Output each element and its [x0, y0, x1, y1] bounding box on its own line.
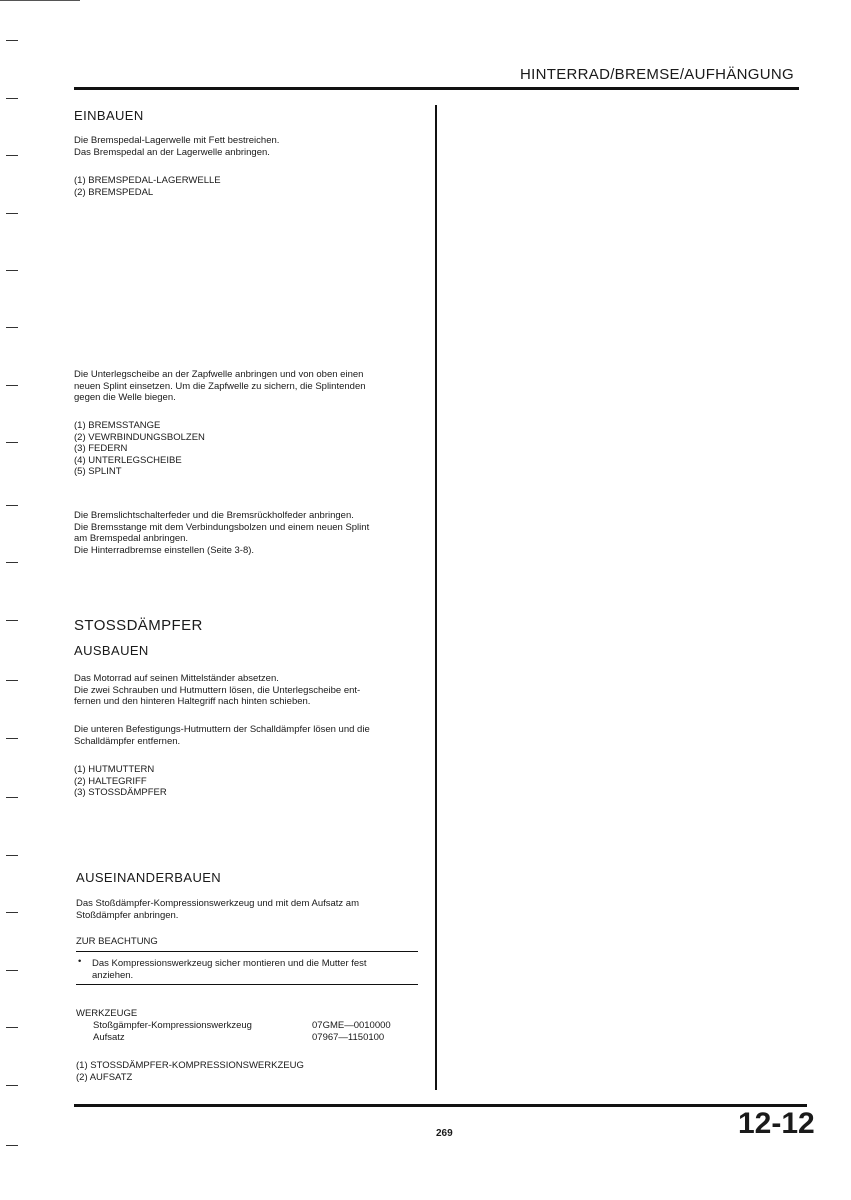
column-divider: [435, 105, 437, 1090]
binding-mark: [6, 1027, 18, 1028]
binding-mark: [6, 855, 18, 856]
list-item: (1) BREMSSTANGE: [74, 420, 161, 431]
binding-mark: [6, 970, 18, 971]
binding-mark: [6, 40, 18, 41]
auseinanderbauen-heading: AUSEINANDERBAUEN: [76, 870, 222, 885]
list-item: (4) UNTERLEGSCHEIBE: [74, 454, 182, 466]
text-line: Stoßdämpfer anbringen.: [76, 909, 179, 921]
note-top-rule: [76, 951, 418, 952]
list-item: (2) BREMSPEDAL: [74, 186, 154, 198]
ausbauen-labels: [74, 764, 167, 799]
footer-rule: [74, 1104, 807, 1107]
text-line: Das Kompressionswerkzeug sicher montieren und die Mutter fest: [92, 958, 367, 969]
list-item: (2) VEWRBINDUNGSBOLZEN: [74, 431, 205, 443]
einbauen-labels-1: [74, 175, 221, 198]
text-line: anziehen.: [92, 969, 134, 981]
binding-mark: [6, 213, 18, 214]
text-line: Das Bremspedal an der Lagerwelle anbringen.: [74, 146, 270, 158]
binding-mark: [6, 562, 18, 563]
list-item: (5) SPLINT: [74, 466, 122, 477]
note-text: [92, 958, 422, 981]
einbauen-paragraph-2: [74, 369, 429, 404]
binding-mark: [6, 912, 18, 913]
section-number: 12-12: [738, 1107, 815, 1140]
text-line: gegen die Welle biegen.: [74, 392, 176, 403]
scan-edge: [0, 0, 80, 1]
list-item: (1) HUTMUTTERN: [74, 764, 155, 775]
text-line: Die unteren Befestigungs-Hutmuttern der Schalldämpfer lösen und die: [74, 724, 370, 735]
binding-mark: [6, 1145, 18, 1146]
text-line: am Bremspedal anbringen.: [74, 533, 189, 544]
list-item: (1) BREMSPEDAL-LAGERWELLE: [74, 175, 221, 186]
text-line: Die Bremsstange mit dem Verbindungsbolzen und einem neuen Splint: [74, 521, 370, 533]
note-bullet: •: [78, 956, 82, 967]
page-number: 269: [436, 1128, 453, 1139]
binding-mark: [6, 270, 18, 271]
text-line: fernen und den hinteren Haltegriff nach hinten schieben.: [74, 696, 311, 707]
list-item: (2) HALTEGRIFF: [74, 775, 147, 787]
binding-mark: [6, 680, 18, 681]
list-item: (3) STOSSDÄMPFER: [74, 787, 167, 798]
einbauen-paragraph-3: [74, 510, 429, 556]
tools-title: WERKZEUGE: [76, 1008, 138, 1019]
auseinanderbauen-labels: [76, 1060, 304, 1083]
list-item: (1) STOSSDÄMPFER-KOMPRESSIONSWERKZEUG: [76, 1060, 304, 1071]
binding-mark: [6, 797, 18, 798]
text-line: Die Unterlegscheibe an der Zapfwelle anbringen und von oben einen: [74, 369, 364, 380]
text-line: Das Stoßdämpfer-Kompressionswerkzeug und mit dem Aufsatz am: [76, 898, 360, 909]
ausbauen-paragraph-1: [74, 673, 429, 708]
binding-mark: [6, 385, 18, 386]
text-line: neuen Splint einsetzen. Um die Zapfwelle zu sichern, die Splintenden: [74, 380, 366, 392]
tool-code: 07GME—0010000: [312, 1020, 391, 1031]
text-line: Das Motorrad auf seinen Mittelständer absetzen.: [74, 673, 279, 684]
tool-code: 07967—1150100: [312, 1032, 385, 1043]
ausbauen-paragraph-2: [74, 724, 429, 747]
stossdaempfer-heading: STOSSDÄMPFER: [74, 617, 203, 634]
auseinanderbauen-paragraph: [76, 898, 431, 921]
binding-mark: [6, 442, 18, 443]
einbauen-heading: EINBAUEN: [74, 108, 144, 123]
text-line: Die Hinterradbremse einstellen (Seite 3-8).: [74, 544, 255, 556]
text-line: Schalldämpfer entfernen.: [74, 735, 181, 747]
binding-mark: [6, 1085, 18, 1086]
einbauen-paragraph-1: [74, 135, 424, 158]
page-header-title: HINTERRAD/BREMSE/AUFHÄNGUNG: [520, 66, 794, 83]
tool-name: Aufsatz: [93, 1032, 125, 1043]
list-item: (3) FEDERN: [74, 443, 128, 454]
binding-mark: [6, 620, 18, 621]
binding-mark: [6, 738, 18, 739]
tool-name: Stoßgämpfer-Kompressionswerkzeug: [93, 1020, 252, 1031]
binding-mark: [6, 98, 18, 99]
text-line: Die zwei Schrauben und Hutmuttern lösen, die Unterlegscheibe ent-: [74, 684, 361, 696]
header-rule: [74, 87, 799, 90]
binding-mark: [6, 327, 18, 328]
text-line: Die Bremslichtschalterfeder und die Bremsrückholfeder anbringen.: [74, 510, 354, 521]
einbauen-labels-2: [74, 420, 205, 478]
binding-mark: [6, 505, 18, 506]
note-title: ZUR BEACHTUNG: [76, 936, 158, 947]
ausbauen-heading: AUSBAUEN: [74, 643, 149, 658]
binding-mark: [6, 155, 18, 156]
list-item: (2) AUFSATZ: [76, 1071, 133, 1083]
text-line: Die Bremspedal-Lagerwelle mit Fett bestreichen.: [74, 135, 280, 146]
note-bottom-rule: [76, 984, 418, 985]
